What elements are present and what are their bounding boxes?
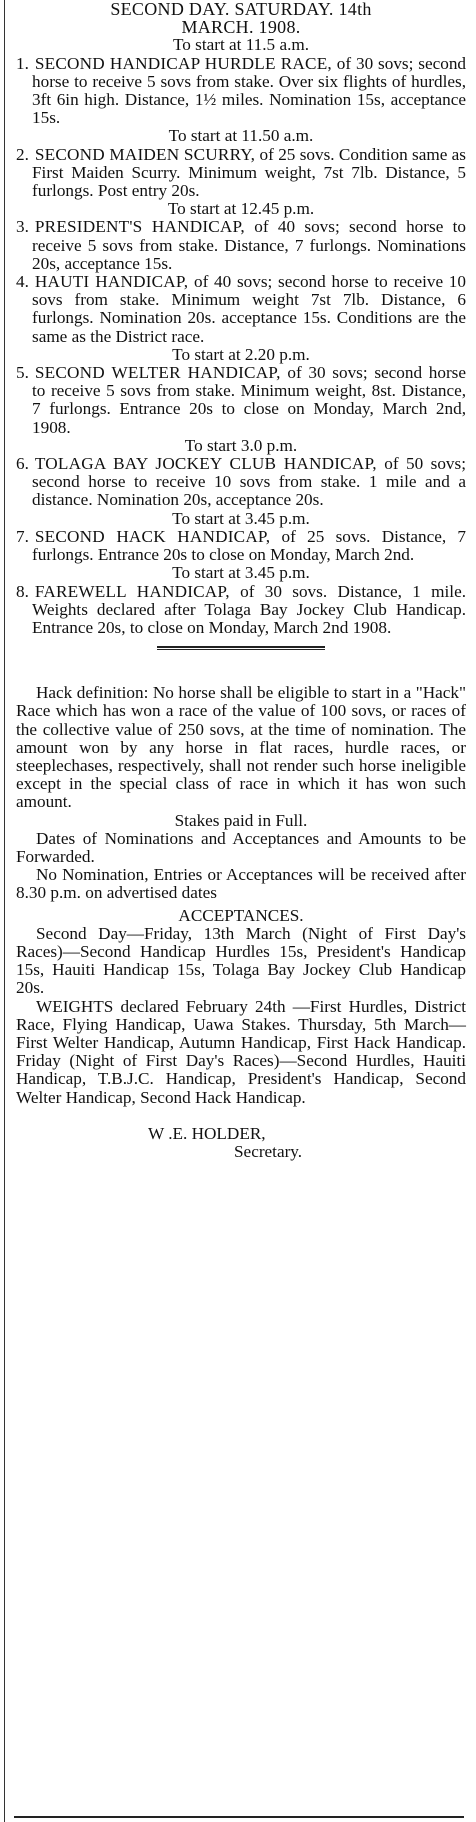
race-name: SECOND HANDICAP HURDLE RACE, (34, 53, 332, 73)
race-description (16, 528, 466, 564)
race-description (16, 364, 466, 437)
race-description (16, 455, 466, 510)
race-start-time: To start at 3.45 p.m. (172, 563, 310, 583)
race-number: 6. (16, 454, 29, 474)
race-start-time: To start at 12.45 p.m. (167, 199, 315, 219)
race-details: of 25 sovs. Distance, 7 furlongs. Entrance 20s to close on Monday, March 2nd. (32, 526, 466, 565)
race-details: of 30 sovs; second horse to receive 5 sovs from stake. Over six flights of hurdles, 3ft 6in high. Distance, 1½ miles. Nomination 15s, acceptance 15s. (32, 53, 467, 128)
dates-note: Dates of Nominations and Acceptances and Amounts to be Forwarded. (16, 828, 466, 866)
spacer (16, 650, 466, 684)
no-nomination-note: No Nomination, Entries or Acceptances will be received after 8.30 p.m. on advertised dates (16, 865, 466, 903)
race-number: 8. (16, 581, 29, 601)
race-description (16, 55, 466, 128)
race-entry (16, 346, 466, 437)
race-entry (16, 200, 466, 273)
title-line-2: MARCH. 1908. (181, 17, 301, 38)
acceptances-heading: ACCEPTANCES. (178, 905, 304, 925)
race-name: SECOND HACK HANDICAP, (34, 526, 271, 546)
signature-title: Secretary. (234, 1141, 303, 1161)
signature-name: W .E. HOLDER, (148, 1123, 266, 1143)
race-details: of 30 sovs. Distance, 1 mile. Weights declared after Tolaga Bay Jockey Club Handicap. Entrance 20s, to close on Monday, March 2nd 1908. (32, 581, 467, 637)
race-details: of 40 sovs; second horse to receive 10 sovs from stake. Minimum weight 7st 7lb. Distance, 6 furlongs. Nomination 20s. acceptance 15s. Conditions are the same as the District race. (32, 272, 466, 346)
stakes-note: Stakes paid in Full. (174, 810, 308, 830)
race-details: of 50 sovs; second horse to receive 10 sovs from stake. 1 mile and a distance. Nomination 20s, acceptance 20s. (32, 454, 466, 510)
weights-declared: WEIGHTS declared February 24th —First Hurdles, District Race, Flying Handicap, Uawa Stakes. Thursday, 5th March—First Welter Handicap, Autumn Handicap, First Hack Handicap. Friday (Night of First Day's Races)—Second Hurdles, Hauiti Handicap, T.B.J.C. Handicap, President's Handicap, Second Welter Handicap, Second Hack Handicap. (16, 996, 466, 1107)
race-entry (16, 564, 466, 637)
race-start-time: To start at 11.50 a.m. (168, 126, 314, 146)
race-description (16, 273, 466, 346)
race-start-time: To start at 2.20 p.m. (172, 344, 310, 364)
race-details: of 40 sovs; second horse to receive 5 sovs from stake. Distance, 7 furlongs. Nominations 20s, acceptance 15s. (32, 217, 467, 273)
race-name: TOLAGA BAY JOCKEY CLUB HANDICAP, (34, 454, 377, 474)
race-entry (16, 127, 466, 200)
race-name: PRESIDENT'S HANDICAP, (34, 217, 245, 237)
title-line-1: SECOND DAY. SATURDAY. 14th (110, 0, 372, 19)
race-start-time: To start at 3.45 p.m. (172, 508, 310, 528)
race-entry (16, 510, 466, 565)
race-number: 2. (16, 144, 29, 164)
acceptances-second-day: Second Day—Friday, 13th March (Night of First Day's Races)—Second Handicap Hurdles 15s, President's Handicap 15s, Hauiti Handicap 15s, Tolaga Bay Jockey Club Handicap 20s. (16, 923, 466, 998)
race-details: of 25 sovs. Condition same as First Maiden Scurry. Minimum weight, 7st 7lb. Distance, 5 furlongs. Post entry 20s. (32, 144, 466, 201)
race-description (16, 146, 466, 201)
race-start-time: To start at 11.5 a.m. (172, 35, 310, 55)
race-name: FAREWELL HANDICAP, (34, 581, 230, 601)
column-rule (4, 0, 5, 1822)
race-name: HAUTI HANDICAP, (34, 272, 189, 292)
race-name: SECOND WELTER HANDICAP, (34, 363, 281, 383)
race-details: of 30 sovs; second horse to receive 5 sovs from stake. Minimum weight, 8st. Distance, 7 furlongs. Entrance 20s to close on Monday, March 2nd, 1908. (32, 363, 466, 437)
race-start-time: To start 3.0 p.m. (184, 435, 298, 455)
race-number: 7. (16, 526, 29, 546)
hack-definition: Hack definition: No horse shall be eligible to start in a "Hack" Race which has won a race of the value of 100 sovs, or races of the collective value of 250 sovs, at the time of nomination. The amount won by any horse in flat races, hurdle races, or steeplechases, respectively, shall not render such horse ineligible except in the special class of race in which it has won such amount. (16, 683, 466, 812)
race-entry (16, 36, 466, 127)
race-description (16, 218, 466, 273)
race-name: SECOND MAIDEN SCURRY, (34, 144, 256, 164)
race-number: 5. (16, 363, 29, 383)
race-number: 4. (16, 272, 29, 292)
race-number: 1. (16, 53, 29, 73)
race-entry (16, 273, 466, 346)
race-list (16, 36, 466, 637)
bottom-rule (14, 1816, 464, 1818)
race-number: 3. (16, 217, 29, 237)
race-description (16, 583, 466, 638)
race-entry (16, 437, 466, 510)
